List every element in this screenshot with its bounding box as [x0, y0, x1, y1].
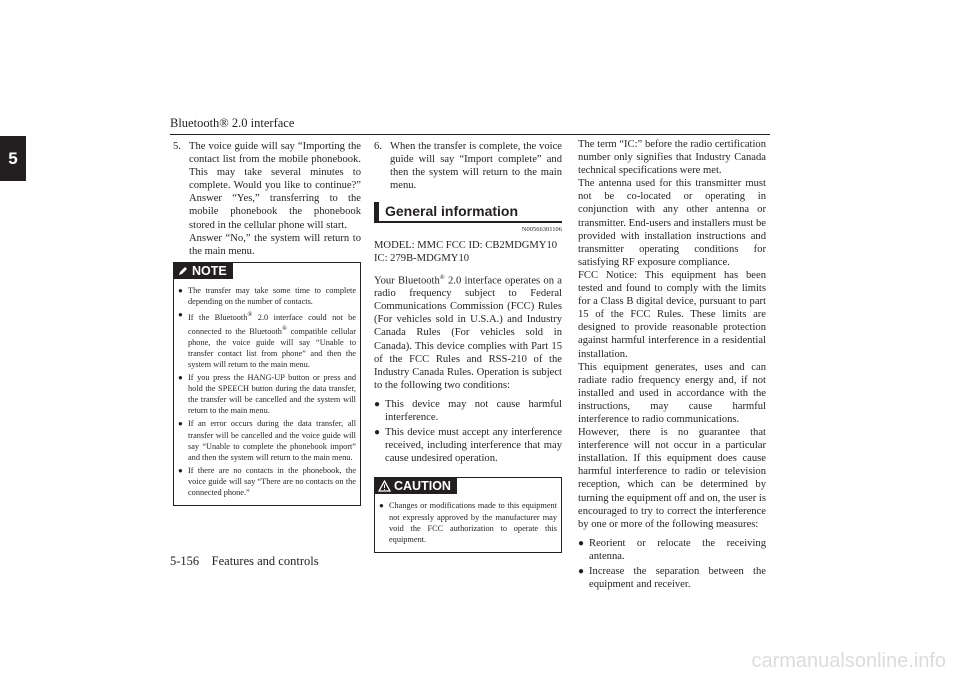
- fcc-paragraph: Your Bluetooth® 2.0 interface operates on a radio frequency subject to Federal Communications Commission (FCC) Rules (For vehicles sold in U.S.A.) and Industry Canada Rules (For vehicles sold in Canada). This device complies with Part 15 of the FCC Rules and RSS-210 of the Industry Canada Rules. Operation is subject to the following two conditions:: [374, 273, 562, 391]
- watermark: carmanualsonline.info: [751, 650, 946, 672]
- pencil-icon: [177, 265, 189, 277]
- note-header: [174, 263, 233, 279]
- paragraph: The antenna used for this transmitter must not be co-located or operating in conjunction with any other antenna or transmitter. End-users and installers must be provided with installation instructions and transmitter operating conditions for satisfying RF exposure compliance.: [578, 178, 766, 268]
- paragraph: However, there is no guarantee that interference will not occur in a particular installation. If this equipment does cause harmful interference to radio or television reception, which can be determined by turning the equipment off and on, the user is encouraged to try to correct the interference by one or more of the following measures:: [578, 427, 766, 530]
- ic-line: IC: 279B-MDGMY10: [374, 253, 470, 265]
- step-6: [374, 140, 562, 192]
- step-text-no: Answer “No,” the system will return to the main menu.: [189, 232, 361, 257]
- paragraph: This equipment generates, uses and can radiate radio frequency energy and, if not installed and used in accordance with the instructions, may cause harmful interference to radio communications.: [578, 361, 766, 425]
- warning-triangle-icon: [378, 480, 391, 492]
- bullet-icon: ●: [178, 419, 183, 429]
- column-3: [578, 138, 766, 593]
- note-item: ● If an error occurs during the data transfer, all transfer will be cancelled and the voice guide will say “Unable to complete the phonebook import” and then the system will return to the main menu.: [178, 419, 356, 462]
- caution-item: ● Changes or modifications made to this equipment not expressly approved by the manufacturer may void the FCC authorization to operate this equipment.: [379, 501, 557, 544]
- paragraph: The term “IC:” before the radio certification number only signifies that Industry Canada technical specifications were met.: [578, 139, 766, 177]
- bullet-icon: ●: [374, 427, 381, 439]
- conditions-list: [374, 398, 562, 465]
- step-text: The voice guide will say “Importing the contact list from the mobile phonebook. This may take several minutes to complete. Would you like to continue?” Answer “Yes,” transferring to the mobile phonebook the phonebook stored in the cellular phone will start.: [189, 141, 361, 231]
- bullet-icon: ●: [178, 373, 183, 383]
- running-header-title: Bluetooth® 2.0 interface: [170, 116, 295, 130]
- bullet-icon: ●: [178, 310, 183, 320]
- column-1: [173, 138, 361, 506]
- note-item: ● The transfer may take some time to complete depending on the number of contacts.: [178, 285, 356, 306]
- model-line: MODEL: MMC FCC ID: CB2MDGMY10: [374, 240, 558, 252]
- bullet-icon: ●: [578, 566, 585, 577]
- step-number: 6.: [374, 141, 382, 152]
- step-number: 5.: [173, 141, 181, 152]
- bullet-icon: ●: [178, 285, 183, 295]
- caution-box: [374, 477, 562, 552]
- page-footer: 5-156 Features and controls: [170, 554, 319, 568]
- chapter-tab: 5: [0, 136, 26, 181]
- note-label: NOTE: [192, 263, 227, 278]
- note-item: ● If you press the HANG-UP button or press and hold the SPEECH button during the data transfer, the transfer will be cancelled and the system will return to the main menu.: [178, 373, 356, 416]
- list-item: ● Increase the separation between the equipment and receiver.: [578, 566, 766, 591]
- list-item: ● This device may not cause harmful interference.: [374, 398, 562, 424]
- list-item: ● This device must accept any interference received, including interference that may cause undesired operation.: [374, 427, 562, 465]
- measures-list: [578, 537, 766, 591]
- note-item: ● If there are no contacts in the phonebook, the voice guide will say “There are no contacts on the connected phone.”: [178, 465, 356, 497]
- step-text: When the transfer is complete, the voice guide will say “Import complete” and then the system will return to the main menu.: [390, 141, 562, 192]
- header-rule: [170, 134, 770, 135]
- step-5: [173, 140, 361, 258]
- column-2: [374, 138, 562, 553]
- section-heading: General information: [374, 202, 562, 223]
- reference-code: N00566301106: [521, 226, 562, 234]
- bullet-icon: ●: [178, 465, 183, 475]
- bullet-icon: ●: [578, 537, 585, 549]
- list-item: ● Reorient or relocate the receiving antenna.: [578, 537, 766, 562]
- caution-label: CAUTION: [394, 479, 451, 494]
- paragraph: FCC Notice: This equipment has been tested and found to comply with the limits for a Class B digital device, pursuant to part 15 of the FCC Rules. These limits are designed to provide reasonable protection against harmful interference in a residential installation.: [578, 269, 766, 360]
- bullet-icon: ●: [374, 398, 381, 410]
- bullet-icon: ●: [379, 501, 384, 511]
- note-box: [173, 262, 361, 506]
- caution-header: [375, 478, 457, 494]
- note-item: ● If the Bluetooth® 2.0 interface could not be connected to the Bluetooth® compatible cellular phone, the voice guide will say “Unable to transfer contact list from phone” and then the system will return to the main menu.: [178, 310, 357, 369]
